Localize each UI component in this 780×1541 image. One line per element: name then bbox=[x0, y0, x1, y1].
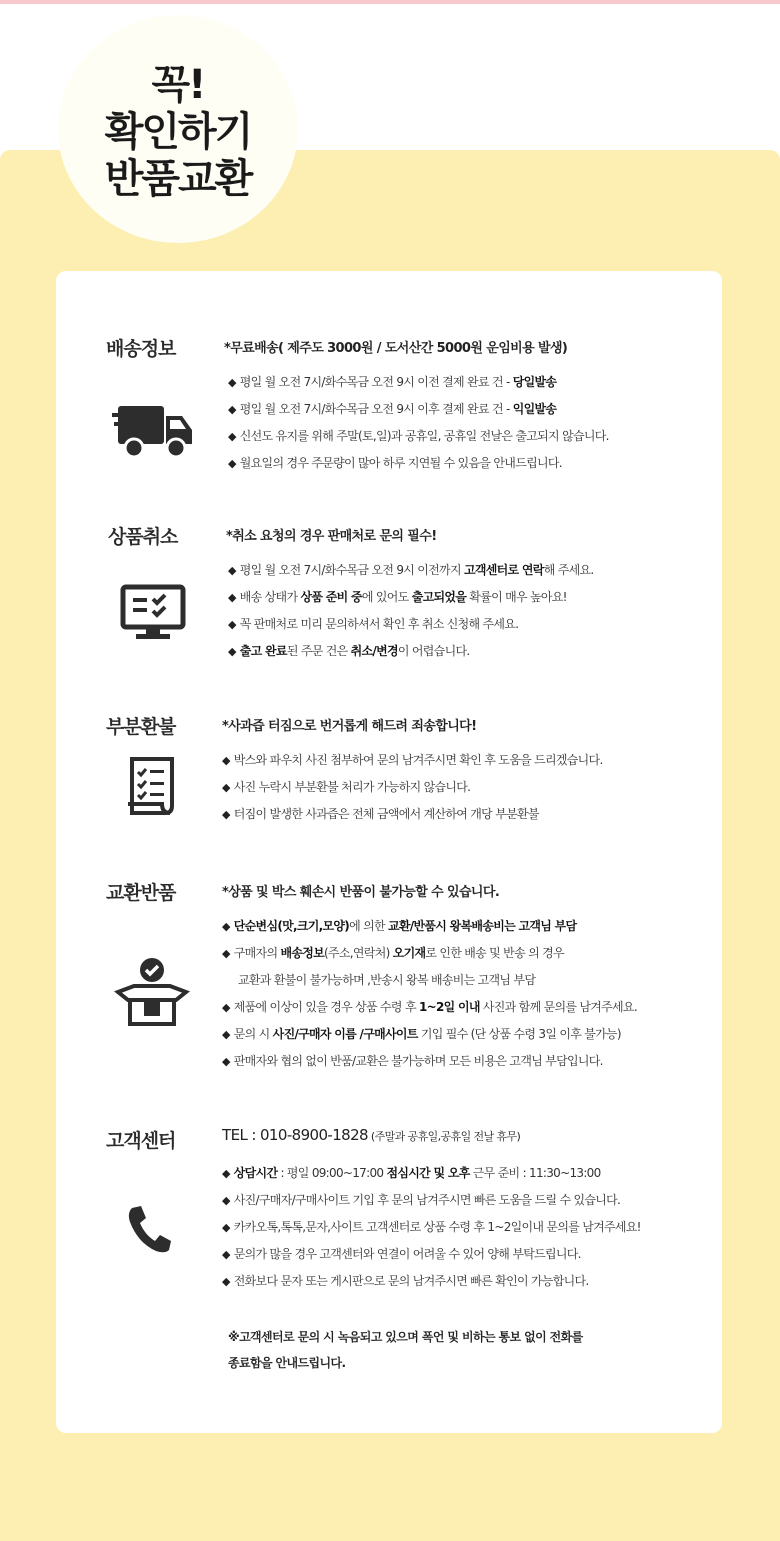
shipping-item-3: ◆ 신선도 유지를 위해 주말(토,일)과 공휴일, 공휴일 전날은 출고되지 않습니다. bbox=[228, 429, 609, 443]
refund-item-3: ◆ 터짐이 발생한 사과즙은 전체 금액에서 계산하여 개당 부분환불 bbox=[222, 807, 539, 821]
cancel-item-2: ◆ 배송 상태가 상품 준비 중에 있어도 출고되었을 확률이 매우 높아요! bbox=[228, 590, 567, 604]
exchange-item-2-continued: 교환과 환불이 불가능하며 ,반송시 왕복 배송비는 고객님 부담 bbox=[238, 973, 536, 987]
center-item-1: ◆ 상담시간 : 평일 09:00~17:00 점심시간 및 오후 근무 준비 : 11:30~13:00 bbox=[222, 1166, 601, 1180]
center-tel bbox=[222, 1126, 520, 1144]
notice-line-1: ※고객센터로 문의 시 녹음되고 있으며 폭언 및 비하는 통보 없이 전화를 bbox=[228, 1330, 583, 1344]
recording-notice bbox=[228, 1324, 583, 1376]
center-item-5: ◆ 전화보다 문자 또는 게시판으로 문의 남겨주시면 빠른 확인이 가능합니다. bbox=[222, 1274, 589, 1288]
box-check-icon bbox=[114, 956, 190, 1028]
center-list bbox=[222, 1160, 641, 1295]
refund-headline: *사과즙 터짐으로 번거롭게 해드려 죄송합니다! bbox=[222, 719, 477, 734]
refund-item-2: ◆ 사진 누락시 부분환불 처리가 가능하지 않습니다. bbox=[222, 780, 471, 794]
tel-note: (주말과 공휴일,공휴일 전날 휴무) bbox=[368, 1130, 521, 1143]
cancel-list bbox=[228, 557, 594, 665]
refund-list bbox=[222, 747, 603, 828]
badge-line-1: 꼭! bbox=[151, 62, 205, 108]
shipping-item-4: ◆ 월요일의 경우 주문량이 많아 하루 지연될 수 있음을 안내드립니다. bbox=[228, 456, 562, 470]
shipping-item-1: ◆ 평일 월 오전 7시/화수목금 오전 9시 이전 결제 완료 건 - 당일발송 bbox=[228, 375, 557, 389]
exchange-item-4: ◆ 문의 시 사진/구매자 이름 /구매사이트 기입 필수 (단 상품 수령 3일 이후 불가능) bbox=[222, 1027, 621, 1041]
top-accent-strip bbox=[0, 0, 780, 4]
cancel-headline: *취소 요청의 경우 판매처로 문의 필수! bbox=[226, 529, 437, 544]
exchange-item-2: ◆ 구매자의 배송정보(주소,연락처) 오기재로 인한 배송 및 반송 의 경우 bbox=[222, 946, 564, 960]
shipping-item-2: ◆ 평일 월 오전 7시/화수목금 오전 9시 이후 결제 완료 건 - 익일발송 bbox=[228, 402, 557, 416]
notice-line-2: 종료함을 안내드립니다. bbox=[228, 1356, 346, 1370]
tel-label: TEL : 010-8900-1828 bbox=[222, 1126, 368, 1144]
shipping-headline: *무료배송( 제주도 3000원 / 도서산간 5000원 운임비용 발생) bbox=[224, 341, 568, 356]
cancel-item-3: ◆ 꼭 판매처로 미리 문의하셔서 확인 후 취소 신청해 주세요. bbox=[228, 617, 519, 631]
center-title: 고객센터 bbox=[106, 1130, 176, 1152]
exchange-item-5: ◆ 판매자와 협의 없이 반품/교환은 불가능하며 모든 비용은 고객님 부담입니다. bbox=[222, 1054, 603, 1068]
exchange-list bbox=[222, 913, 637, 1075]
exchange-headline: *상품 및 박스 훼손시 반품이 불가능할 수 있습니다. bbox=[222, 885, 500, 900]
exchange-item-3: ◆ 제품에 이상이 있을 경우 상품 수령 후 1~2일 이내 사진과 함께 문의를 남겨주세요. bbox=[222, 1000, 637, 1014]
center-item-2: ◆ 사진/구매자/구매사이트 기입 후 문의 남겨주시면 빠른 도움을 드릴 수 있습니다. bbox=[222, 1193, 621, 1207]
truck-icon bbox=[112, 400, 196, 460]
cancel-item-1: ◆ 평일 월 오전 7시/화수목금 오전 9시 이전까지 고객센터로 연락해 주세요. bbox=[228, 563, 594, 577]
cancel-title: 상품취소 bbox=[108, 526, 178, 548]
document-checklist-icon bbox=[126, 756, 178, 816]
badge-line-3: 반품교환 bbox=[104, 156, 252, 202]
title-badge-text bbox=[58, 62, 298, 203]
monitor-checklist-icon bbox=[120, 584, 186, 642]
phone-icon bbox=[126, 1204, 172, 1254]
shipping-list bbox=[228, 369, 609, 477]
shipping-title: 배송정보 bbox=[106, 338, 176, 360]
refund-title: 부분환불 bbox=[106, 716, 176, 738]
exchange-title: 교환반품 bbox=[106, 882, 176, 904]
exchange-item-1: ◆ 단순변심(맛,크기,모양)에 의한 교환/반품시 왕복배송비는 고객님 부담 bbox=[222, 919, 577, 933]
cancel-item-4: ◆ 출고 완료된 주문 건은 취소/변경이 어렵습니다. bbox=[228, 644, 470, 658]
center-item-3: ◆ 카카오톡,톡톡,문자,사이트 고객센터로 상품 수령 후 1~2일이내 문의를 남겨주세요! bbox=[222, 1220, 641, 1234]
refund-item-1: ◆ 박스와 파우치 사진 첨부하여 문의 남겨주시면 확인 후 도움을 드리겠습니다. bbox=[222, 753, 603, 767]
badge-line-2: 확인하기 bbox=[104, 109, 252, 155]
center-item-4: ◆ 문의가 많을 경우 고객센터와 연결이 어려울 수 있어 양해 부탁드립니다. bbox=[222, 1247, 581, 1261]
